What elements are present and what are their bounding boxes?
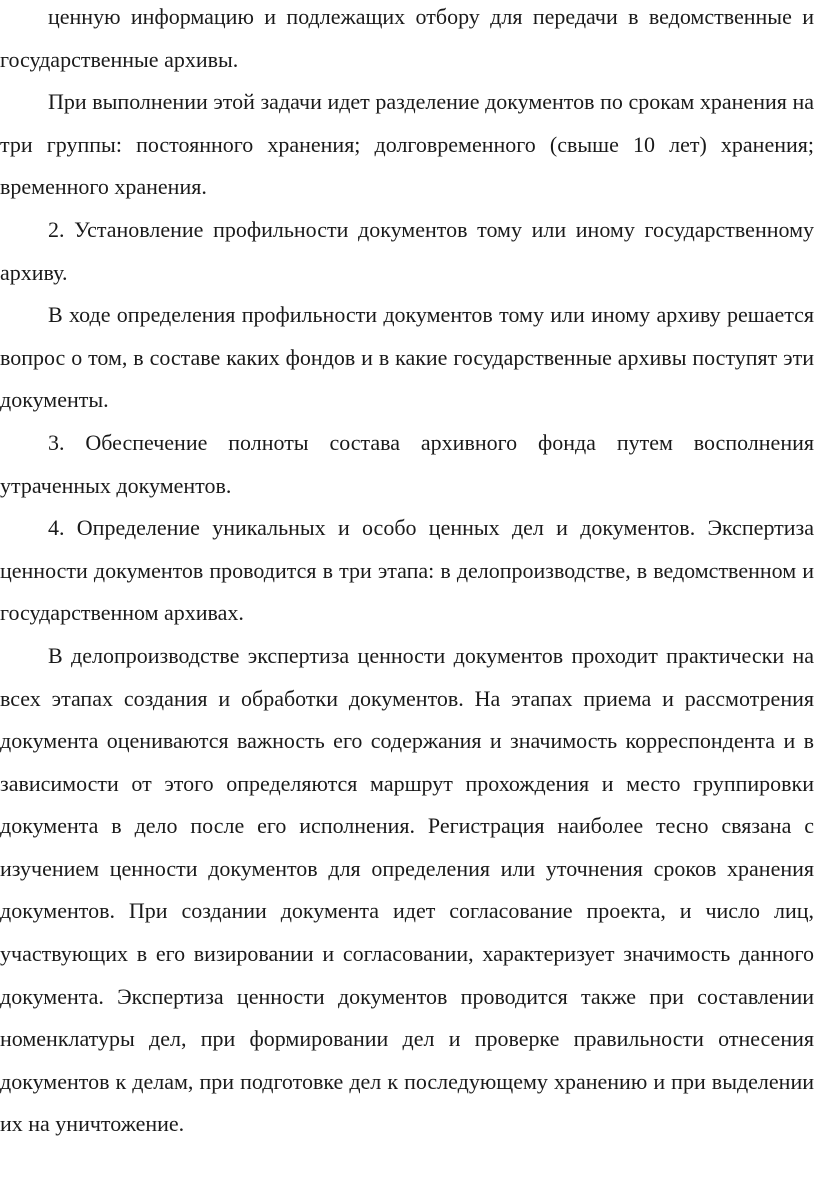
- paragraph-item-4: 4. Определение уникальных и особо ценных дел и документов. Экспертиза ценности документов проводится в три этапа: в делопроизводстве, в ведомственном и государственном архивах.: [0, 515, 814, 626]
- paragraph-storage-groups: При выполнении этой задачи идет разделение документов по срокам хранения на три группы: постоянного хранения; долговременного (свыше 10 лет) хранения; временного хранения.: [0, 89, 814, 200]
- paragraph-records-management: В делопроизводстве экспертиза ценности документов проходит практически на всех этапах создания и обработки документов. На этапах приема и рассмотрения документа оцениваются важность его содержания и значимость корреспондента и в зависимости от этого определяются маршрут прохождения и место группировки документа в дело после его исполнения. Регистрация наиболее тесно связана с изучением ценности документов для определения или уточнения сроков хранения документов. При создании документа идет согласование проекта, и число лиц, участвующих в его визировании и согласовании, характеризует значимость данного документа. Экспертиза ценности документов проводится также при составлении номенклатуры дел, при формировании дел и проверке правильности отнесения документов к делам, при подготовке дел к последующему хранению и при выделении их на уничтожение.: [0, 642, 814, 1137]
- paragraph-continuation: ценную информацию и подлежащих отбору для передачи в ведомственные и государственные архивы.: [0, 4, 814, 72]
- paragraph-item-3: 3. Обеспечение полноты состава архивного фонда путем восполнения утраченных документов.: [0, 429, 814, 498]
- paragraph-profile: В ходе определения профильности документов тому или иному архиву решается вопрос о том, в составе каких фондов и в какие государственные архивы поступят эти документы.: [0, 302, 814, 413]
- paragraph-item-2: 2. Установление профильности документов тому или иному государственному архиву.: [0, 216, 814, 285]
